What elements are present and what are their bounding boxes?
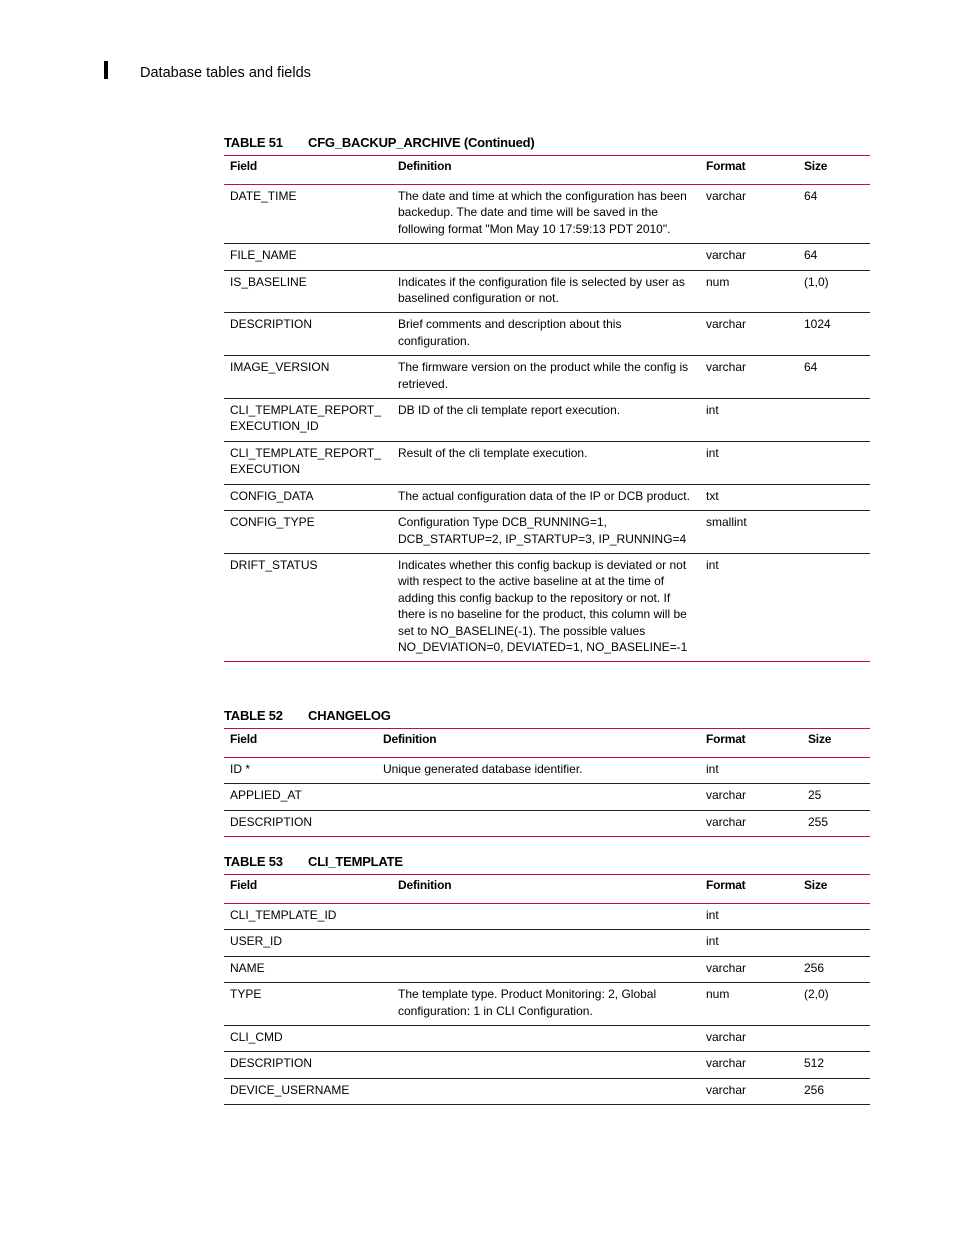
format-cell: num (700, 983, 798, 1026)
table-title: CFG_BACKUP_ARCHIVE (Continued) (308, 135, 535, 150)
field-cell: NAME (224, 956, 392, 982)
page-header-title: Database tables and fields (140, 65, 311, 81)
table-53 (224, 854, 870, 1105)
column-header-definition: Definition (392, 156, 700, 185)
table-row (224, 185, 870, 244)
table-row (224, 244, 870, 270)
definition-cell: Indicates if the configuration file is selected by user as baselined configuration or not. (392, 270, 700, 313)
table-row (224, 758, 870, 784)
definition-cell (392, 1078, 700, 1104)
size-cell: 256 (798, 956, 870, 982)
field-cell: ID * (224, 758, 377, 784)
format-cell: int (700, 930, 798, 956)
definition-cell (377, 784, 700, 810)
table-row (224, 1078, 870, 1104)
size-cell: 256 (798, 1078, 870, 1104)
size-cell (798, 904, 870, 930)
header-row (224, 875, 870, 904)
data-table (224, 728, 870, 837)
format-cell: int (700, 904, 798, 930)
field-cell: DRIFT_STATUS (224, 553, 392, 661)
table-row (224, 810, 870, 836)
definition-cell (392, 930, 700, 956)
table-52 (224, 708, 870, 837)
table-row (224, 511, 870, 554)
definition-cell: The template type. Product Monitoring: 2, Global configuration: 1 in CLI Configuration. (392, 983, 700, 1026)
field-cell: USER_ID (224, 930, 392, 956)
size-cell: 25 (802, 784, 870, 810)
field-cell: CONFIG_TYPE (224, 511, 392, 554)
column-header-format: Format (700, 729, 802, 758)
definition-cell: Result of the cli template execution. (392, 441, 700, 484)
size-cell: 64 (798, 185, 870, 244)
format-cell: int (700, 441, 798, 484)
size-cell (798, 399, 870, 442)
format-cell: txt (700, 484, 798, 510)
data-table (224, 155, 870, 662)
table-row (224, 1052, 870, 1078)
field-cell: CLI_TEMPLATE_REPORT_EXECUTION_ID (224, 399, 392, 442)
definition-cell: Unique generated database identifier. (377, 758, 700, 784)
definition-cell (392, 904, 700, 930)
table-number: TABLE 51 (224, 135, 283, 150)
table-row (224, 441, 870, 484)
column-header-field: Field (224, 875, 392, 904)
definition-cell: The actual configuration data of the IP or DCB product. (392, 484, 700, 510)
field-cell: DEVICE_USERNAME (224, 1078, 392, 1104)
header-rule (104, 61, 108, 79)
table-row (224, 270, 870, 313)
field-cell: CLI_CMD (224, 1026, 392, 1052)
definition-cell (392, 1026, 700, 1052)
definition-cell (392, 956, 700, 982)
size-cell (798, 441, 870, 484)
table-row (224, 904, 870, 930)
column-header-size: Size (798, 156, 870, 185)
table-row (224, 484, 870, 510)
table-title: CHANGELOG (308, 708, 391, 723)
size-cell: 512 (798, 1052, 870, 1078)
column-header-field: Field (224, 156, 392, 185)
format-cell: varchar (700, 356, 798, 399)
table-row (224, 784, 870, 810)
size-cell (798, 1026, 870, 1052)
format-cell: num (700, 270, 798, 313)
table-51 (224, 135, 870, 662)
definition-cell (392, 1052, 700, 1078)
table-row (224, 956, 870, 982)
field-cell: DESCRIPTION (224, 810, 377, 836)
field-cell: IMAGE_VERSION (224, 356, 392, 399)
definition-cell: The date and time at which the configuration has been backedup. The date and time will be saved in the following format "Mon May 10 17:59:13 PDT 2010". (392, 185, 700, 244)
definition-cell (392, 244, 700, 270)
size-cell: 64 (798, 356, 870, 399)
header-row (224, 729, 870, 758)
format-cell: varchar (700, 810, 802, 836)
table-title: CLI_TEMPLATE (308, 854, 403, 869)
size-cell (798, 484, 870, 510)
field-cell: CLI_TEMPLATE_ID (224, 904, 392, 930)
field-cell: DESCRIPTION (224, 313, 392, 356)
table-row (224, 930, 870, 956)
column-header-format: Format (700, 875, 798, 904)
format-cell: int (700, 399, 798, 442)
table-caption (224, 135, 870, 155)
column-header-definition: Definition (392, 875, 700, 904)
header-row (224, 156, 870, 185)
format-cell: int (700, 553, 798, 661)
definition-cell: Configuration Type DCB_RUNNING=1, DCB_STARTUP=2, IP_STARTUP=3, IP_RUNNING=4 (392, 511, 700, 554)
table-caption (224, 708, 870, 728)
table-row (224, 313, 870, 356)
format-cell: varchar (700, 784, 802, 810)
column-header-definition: Definition (377, 729, 700, 758)
format-cell: varchar (700, 1026, 798, 1052)
format-cell: varchar (700, 1078, 798, 1104)
size-cell (802, 758, 870, 784)
size-cell (798, 930, 870, 956)
field-cell: CONFIG_DATA (224, 484, 392, 510)
format-cell: varchar (700, 313, 798, 356)
column-header-field: Field (224, 729, 377, 758)
format-cell: varchar (700, 244, 798, 270)
table-row (224, 1026, 870, 1052)
table-row (224, 983, 870, 1026)
field-cell: TYPE (224, 983, 392, 1026)
size-cell: 64 (798, 244, 870, 270)
definition-cell: The firmware version on the product while the config is retrieved. (392, 356, 700, 399)
column-header-size: Size (798, 875, 870, 904)
definition-cell: Indicates whether this config backup is deviated or not with respect to the active baseline at at the time of adding this config backup to the repository or not. If there is no baseline for the product, this column will be set to NO_BASELINE(-1). The possible values NO_DEVIATION=0, DEVIATED=1, NO_BASELINE=-1 (392, 553, 700, 661)
definition-cell: Brief comments and description about this configuration. (392, 313, 700, 356)
size-cell: (1,0) (798, 270, 870, 313)
definition-cell (377, 810, 700, 836)
table-number: TABLE 52 (224, 708, 283, 723)
definition-cell: DB ID of the cli template report execution. (392, 399, 700, 442)
format-cell: smallint (700, 511, 798, 554)
size-cell (798, 511, 870, 554)
column-header-size: Size (802, 729, 870, 758)
size-cell: (2,0) (798, 983, 870, 1026)
table-row (224, 356, 870, 399)
format-cell: varchar (700, 1052, 798, 1078)
format-cell: int (700, 758, 802, 784)
field-cell: APPLIED_AT (224, 784, 377, 810)
table-row (224, 399, 870, 442)
field-cell: CLI_TEMPLATE_REPORT_EXECUTION (224, 441, 392, 484)
size-cell: 255 (802, 810, 870, 836)
table-caption (224, 854, 870, 874)
data-table (224, 874, 870, 1105)
column-header-format: Format (700, 156, 798, 185)
format-cell: varchar (700, 185, 798, 244)
size-cell (798, 553, 870, 661)
table-number: TABLE 53 (224, 854, 283, 869)
field-cell: DESCRIPTION (224, 1052, 392, 1078)
size-cell: 1024 (798, 313, 870, 356)
field-cell: IS_BASELINE (224, 270, 392, 313)
field-cell: FILE_NAME (224, 244, 392, 270)
format-cell: varchar (700, 956, 798, 982)
field-cell: DATE_TIME (224, 185, 392, 244)
table-row (224, 553, 870, 661)
